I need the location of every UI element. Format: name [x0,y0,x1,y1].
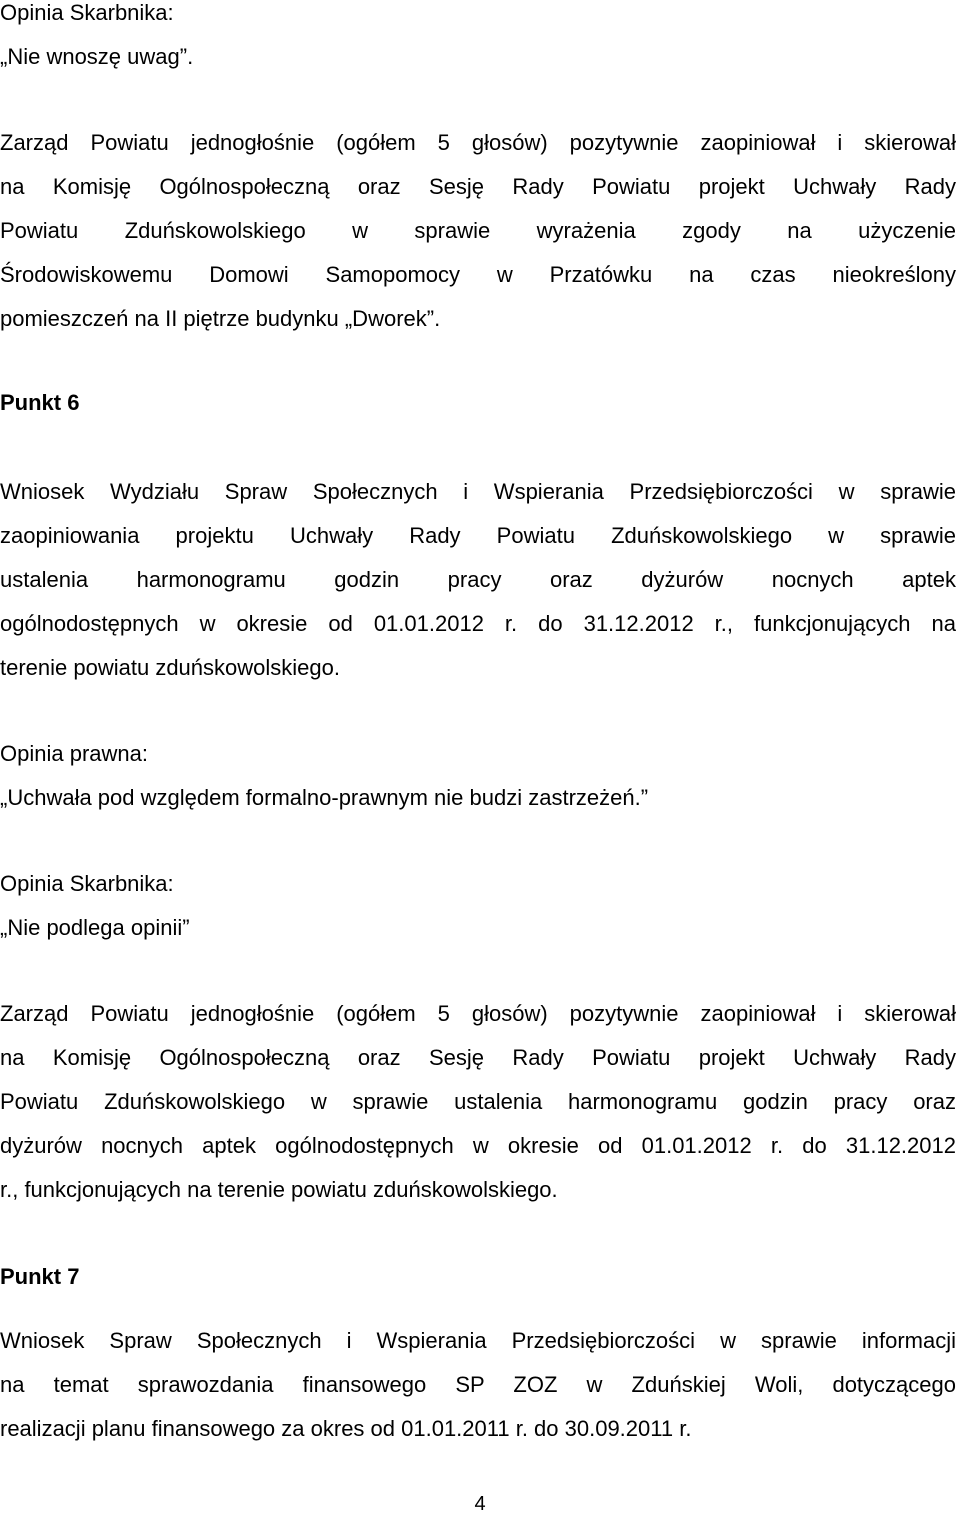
section-heading: Punkt 7 [0,1264,80,1289]
treasurer-opinion-1 [0,0,956,79]
paragraph-line: Środowiskowemu Domowi Samopomocy w Przatówku na czas nieokreślony [0,262,956,287]
treasurer-opinion-label: Opinia Skarbnika: [0,0,174,25]
punkt-7-request-paragraph [0,1319,956,1451]
legal-opinion-quote: „Uchwała pod względem formalno-prawnym nie budzi zastrzeżeń.” [0,785,649,810]
paragraph-line: pomieszczeń na II piętrze budynku „Dworek”. [0,306,441,331]
paragraph-line: terenie powiatu zduńskowolskiego. [0,655,340,680]
paragraph-line: Powiatu Zduńskowolskiego w sprawie ustalenia harmonogramu godzin pracy oraz [0,1089,956,1114]
section-punkt-7 [0,1255,956,1299]
legal-opinion [0,732,956,820]
paragraph-line: realizacji planu finansowego za okres od 01.01.2011 r. do 30.09.2011 r. [0,1416,692,1441]
paragraph-line: na Komisję Ogólnospołeczną oraz Sesję Rady Powiatu projekt Uchwały Rady [0,174,956,199]
board-decision-paragraph-2 [0,992,956,1212]
treasurer-opinion-2 [0,862,956,950]
paragraph-line: na Komisję Ogólnospołeczną oraz Sesję Rady Powiatu projekt Uchwały Rady [0,1045,956,1070]
board-decision-paragraph-1 [0,121,956,341]
paragraph-line: dyżurów nocnych aptek ogólnodostępnych w okresie od 01.01.2012 r. do 31.12.2012 [0,1133,956,1158]
legal-opinion-label: Opinia prawna: [0,741,148,766]
treasurer-opinion-label: Opinia Skarbnika: [0,871,174,896]
punkt-6-request-paragraph [0,470,956,690]
paragraph-line: Wniosek Wydziału Spraw Społecznych i Wspierania Przedsiębiorczości w sprawie [0,479,956,504]
treasurer-opinion-quote: „Nie wnoszę uwag”. [0,44,194,69]
paragraph-line: ogólnodostępnych w okresie od 01.01.2012 r. do 31.12.2012 r., funkcjonujących na [0,611,956,636]
paragraph-line: Zarząd Powiatu jednogłośnie (ogółem 5 głosów) pozytywnie zaopiniował i skierował [0,130,956,155]
paragraph-line: zaopiniowania projektu Uchwały Rady Powiatu Zduńskowolskiego w sprawie [0,523,956,548]
section-heading: Punkt 6 [0,390,80,415]
paragraph-line: Wniosek Spraw Społecznych i Wspierania Przedsiębiorczości w sprawie informacji [0,1328,956,1353]
paragraph-line: Powiatu Zduńskowolskiego w sprawie wyrażenia zgody na użyczenie [0,218,956,243]
section-punkt-6 [0,381,956,425]
treasurer-opinion-quote: „Nie podlega opinii” [0,915,190,940]
paragraph-line: Zarząd Powiatu jednogłośnie (ogółem 5 głosów) pozytywnie zaopiniował i skierował [0,1001,956,1026]
paragraph-line: na temat sprawozdania finansowego SP ZOZ w Zduńskiej Woli, dotyczącego [0,1372,956,1397]
page-number: 4 [474,1493,486,1515]
paragraph-line: ustalenia harmonogramu godzin pracy oraz dyżurów nocnych aptek [0,567,956,592]
paragraph-line: r., funkcjonujących na terenie powiatu zduńskowolskiego. [0,1177,558,1202]
